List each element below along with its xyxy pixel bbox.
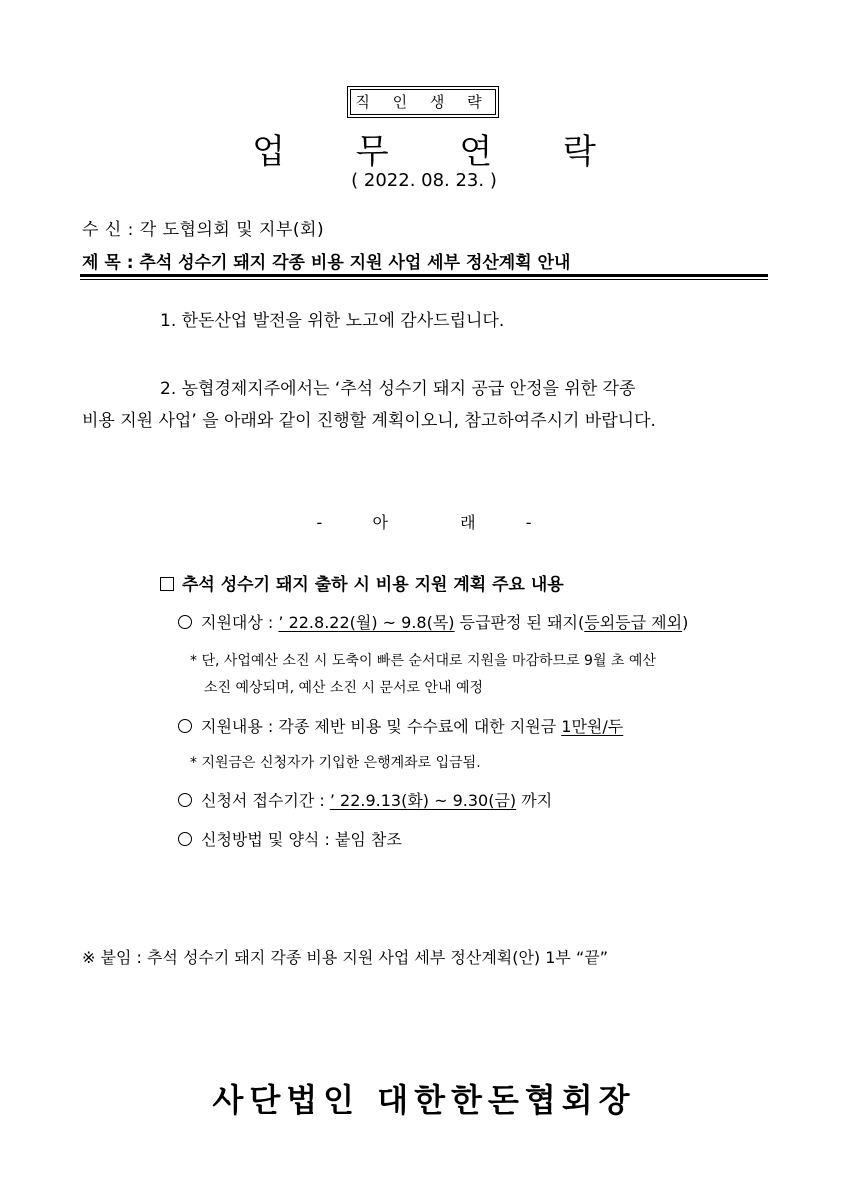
item1-period: ’ 22.8.22(월) ~ 9.8(목) <box>278 613 455 632</box>
subject-separator: : <box>126 253 134 273</box>
header-divider-thick <box>80 274 768 277</box>
item1-mid: 등급판정 된 돼지( <box>454 613 585 632</box>
paragraph-1: 1. 한돈산업 발전을 위한 노고에 감사드립니다. <box>160 311 505 331</box>
note-1-line-2: 소진 예상되며, 예산 소진 시 문서로 안내 예정 <box>204 680 484 696</box>
notice-dash-left: - <box>316 513 323 532</box>
item3-period: ’ 22.9.13(화) ~ 9.30(금) <box>329 791 517 810</box>
recipient-value: 각 도협의회 및 지부(회) <box>139 220 325 240</box>
subject-line <box>82 248 570 273</box>
notice-word-b: 래 <box>460 513 476 532</box>
notice-dash-right: - <box>525 513 532 532</box>
note-2: * 지원금은 신청자가 기입한 은행계좌로 입금됨. <box>190 755 481 771</box>
circle-bullet-icon <box>178 832 192 846</box>
item1-label: 지원대상 : <box>201 613 279 632</box>
subject-label: 제 목 <box>82 253 121 273</box>
page-title: 업 무 연 락 <box>252 132 626 172</box>
seal-omitted-box: 직 인 생 략 <box>350 89 496 115</box>
item4-text: 신청방법 및 양식 : 붙임 참조 <box>201 830 402 849</box>
header-divider-thin <box>80 279 768 280</box>
list-item-method <box>178 827 402 850</box>
recipient-label: 수 신 <box>82 220 122 240</box>
section-heading-text: 추석 성수기 돼지 출하 시 비용 지원 계획 주요 내용 <box>182 575 564 595</box>
circle-bullet-icon <box>178 719 192 733</box>
circle-bullet-icon <box>178 615 192 629</box>
item2-amount: 1만원/두 <box>561 717 624 736</box>
subject-value: 추석 성수기 돼지 각종 비용 지원 사업 세부 정산계획 안내 <box>139 253 571 273</box>
item3-label: 신청서 접수기간 : <box>201 791 330 810</box>
section-heading <box>160 570 564 595</box>
notice-word-a: 아 <box>372 513 388 532</box>
notice-heading <box>0 510 848 533</box>
paragraph-2-line-1: 2. 농협경제지주에서는 ‘추석 성수기 돼지 공급 안정을 위한 각종 <box>160 379 636 399</box>
paragraph-2-line-2: 비용 지원 사업’ 을 아래와 같이 진행할 계획이오니, 참고하여주시기 바랍니다. <box>82 411 656 431</box>
recipient-separator: : <box>127 220 134 240</box>
circle-bullet-icon <box>178 793 192 807</box>
attachment-line: ※ 붙임 : 추석 성수기 돼지 각종 비용 지원 사업 세부 정산계획(안) 1부 “끝” <box>82 948 609 967</box>
organization-signature: 사단법인 대한한돈협회장 <box>212 1081 636 1119</box>
item1-exclusion: 등외등급 제외 <box>584 613 683 632</box>
item3-end: 까지 <box>516 791 553 810</box>
note-1-line-1: * 단, 사업예산 소진 시 도축이 빠른 순서대로 지원을 마감하므로 9월 초 예산 <box>190 653 656 669</box>
list-item-period <box>178 788 552 811</box>
recipient-line <box>82 215 324 240</box>
item1-end: ) <box>682 613 689 632</box>
item2-label: 지원내용 : 각종 제반 비용 및 수수료에 대한 지원금 <box>201 717 562 736</box>
document-date: ( 2022. 08. 23. ) <box>351 170 497 191</box>
list-item-content <box>178 714 623 737</box>
list-item-target <box>178 610 688 633</box>
checkbox-square-icon <box>160 577 174 591</box>
